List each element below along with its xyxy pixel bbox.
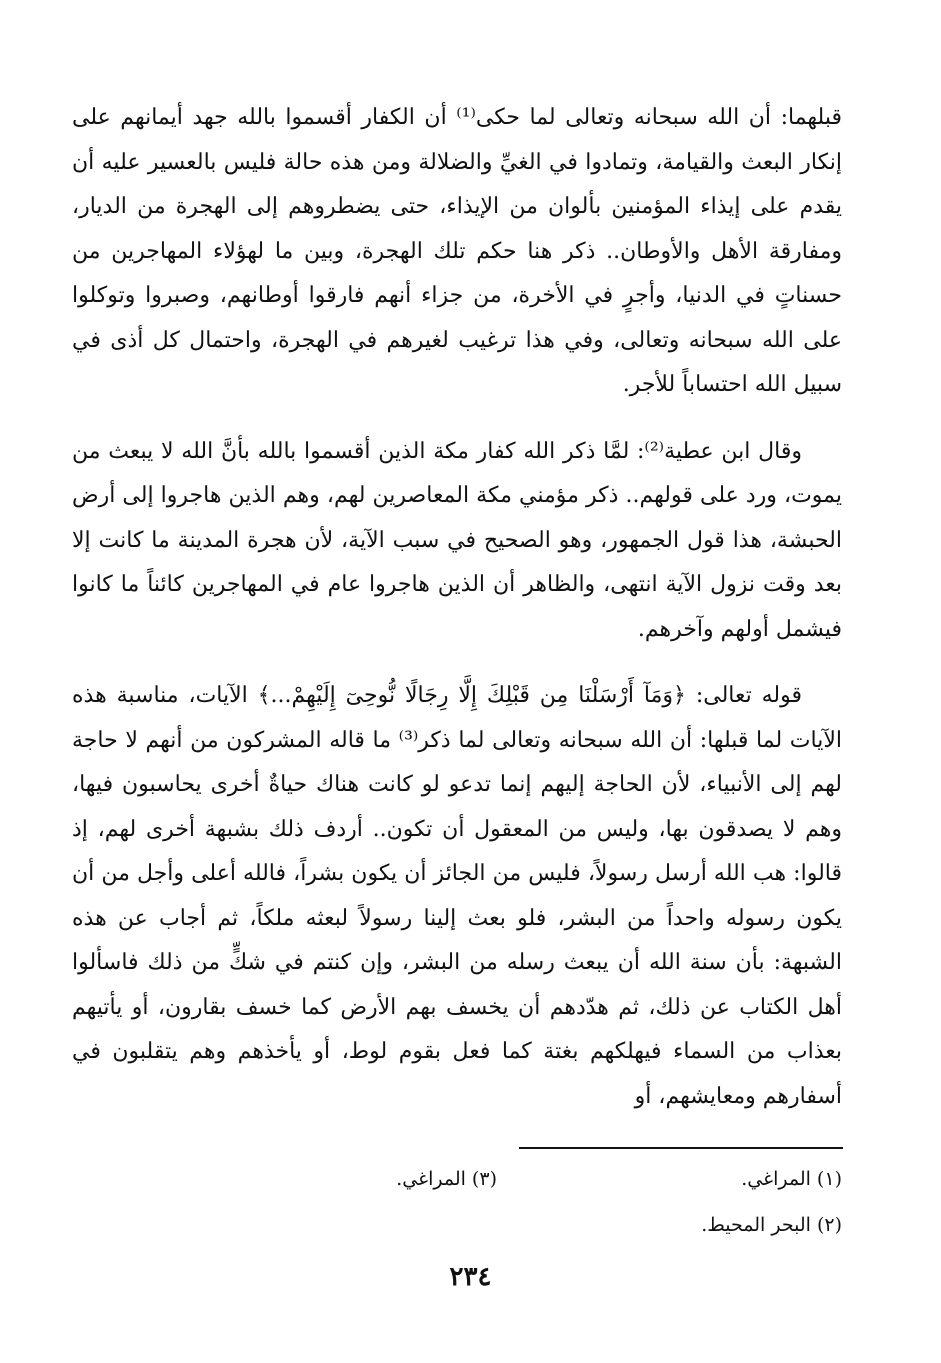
main-text [72, 96, 842, 1119]
paragraph-3: قوله تعالى: ﴿وَمَآ أَرْسَلْنَا مِن قَبْلِكَ إِلَّا رِجَالًا نُّوحِىٓ إِلَيْهِمْ...﴾ الآيات، مناسبة هذه الآيات لما قبلها: أن الله سبحانه وتعالى لما ذكر⁽³⁾ ما قاله المشركون من أنهم لا حاجة لهم إلى الأنبياء، لأن الحاجة إليهم إنما تدعو لو كانت هناك حياةٌ أخرى يحاسبون فيها، وهم لا يصدقون بها، وليس من المعقول أن تكون.. أردف ذلك بشبهة أخرى لهم، إذ قالوا: هب الله أرسل رسولاً، فليس من الجائز أن يكون بشراً، فالله أعلى وأجل من أن يكون رسوله واحداً من البشر، فلو بعث إلينا رسولاً لبعثه ملكاً، ثم أجاب عن هذه الشبهة: بأن سنة الله أن يبعث رسله من البشر، وإن كنتم في شكٍّ من ذلك فاسألوا أهل الكتاب عن ذلك، ثم هدّدهم أن يخسف بهم الأرض كما خسف بقارون، أو يأتيهم بعذاب من السماء فيهلكهم بغتة كما فعل بقوم لوط، أو يأخذهم وهم يتقلبون في أسفارهم ومعايشهم، أو [72, 683, 842, 1109]
footnote-2: (٢) البحر المحيط. [701, 1214, 842, 1236]
footnote-1: (١) المراغي. [741, 1168, 842, 1190]
footnote-3: (٣) المراغي. [396, 1168, 497, 1190]
paragraph-1: قبلهما: أن الله سبحانه وتعالى لما حكى⁽¹⁾ أن الكفار أقسموا بالله جهد أيمانهم على إنكار البعث والقيامة، وتمادوا في الغيِّ والضلالة ومن هذه حالة فليس بالعسير عليه أن يقدم على إيذاء المؤمنين بألوان من الإيذاء، حتى يضطروهم إلى الهجرة من الديار، ومفارقة الأهل والأوطان.. ذكر هنا حكم تلك الهجرة، وبين ما لهؤلاء المهاجرين من حسناتٍ في الدنيا، وأجرٍ في الأخرة، من جزاء أنهم فارقوا أوطانهم، وصبروا وتوكلوا على الله سبحانه وتعالى، وفي هذا ترغيب لغيرهم في الهجرة، واحتمال كل أذى في سبيل الله احتساباً للأجر. [72, 105, 842, 397]
page-number: ٢٣٤ [449, 1262, 492, 1292]
footnote-separator [519, 1147, 843, 1149]
paragraph-2: وقال ابن عطية⁽²⁾: لمَّا ذكر الله كفار مكة الذين أقسموا بالله بأنَّ الله لا يبعث من يموت، ورد على قولهم.. ذكر مؤمني مكة المعاصرين لهم، وهم الذين هاجروا إلى أرض الحبشة، هذا قول الجمهور، وهو الصحيح في سبب الآية، لأن هجرة المدينة ما كانت إلا بعد وقت نزول الآية انتهى، والظاهر أن الذين هاجروا عام في المهاجرين كائناً ما كانوا فيشمل أولهم وآخرهم. [72, 438, 842, 642]
footnotes [72, 1160, 842, 1260]
